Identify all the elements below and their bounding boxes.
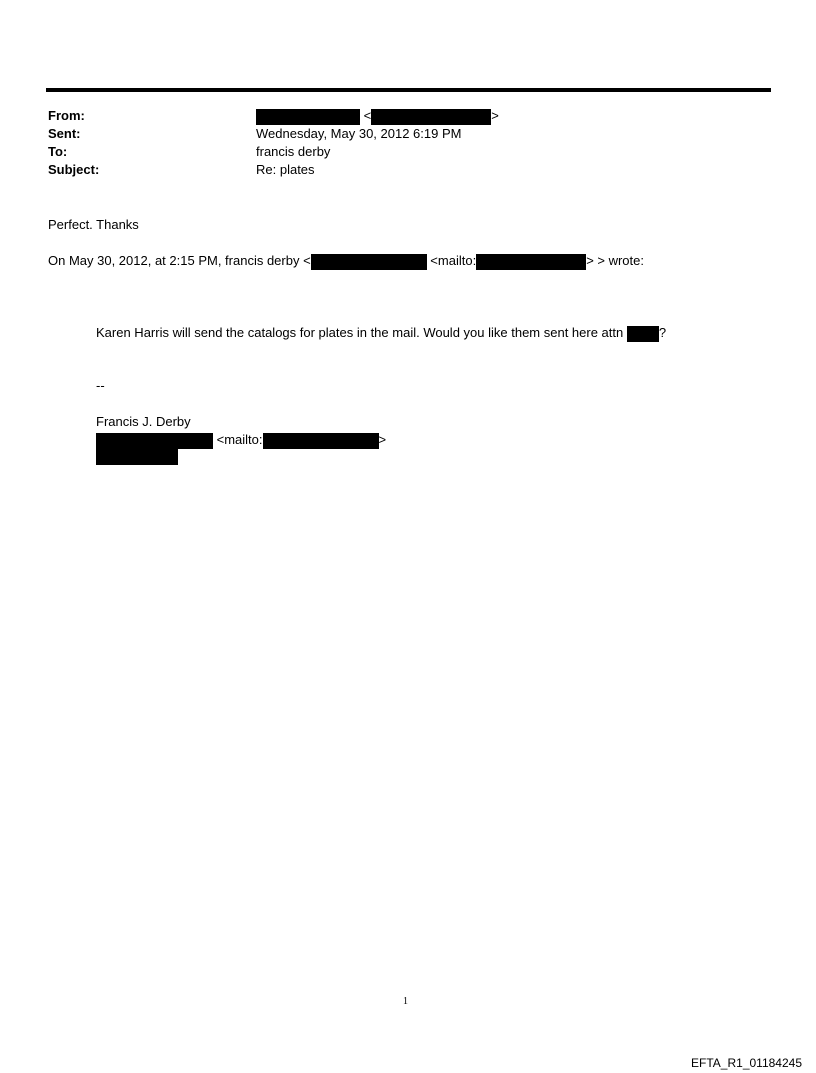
from-label: From: — [48, 108, 85, 123]
subject-label: Subject: — [48, 162, 100, 177]
redacted-sender-email — [371, 109, 491, 125]
redacted-derby-email — [311, 254, 427, 270]
quote-suffix: > > wrote: — [586, 253, 644, 268]
redacted-derby-mailto — [476, 254, 586, 270]
signature-name: Francis J. Derby — [96, 414, 191, 429]
from-angle-open: < — [363, 108, 372, 123]
sent-label: Sent: — [48, 126, 81, 141]
quote-prefix: On May 30, 2012, at 2:15 PM, francis derby < — [48, 253, 311, 268]
to-label: To: — [48, 144, 68, 159]
subject-value: Re: plates — [256, 162, 315, 177]
quote-mailto: <mailto: — [430, 253, 477, 268]
message-text: Karen Harris will send the catalogs for plates in the mail. Would you like them sent here attn — [96, 325, 624, 340]
redacted-signature-line — [96, 448, 178, 465]
redacted-attn-name — [627, 326, 659, 342]
signature-email-line — [96, 431, 386, 449]
quote-attribution — [48, 252, 644, 270]
reply-text: Perfect. Thanks — [48, 217, 139, 232]
redacted-sender-name — [256, 109, 360, 125]
document-id: EFTA_R1_01184245 — [691, 1056, 802, 1070]
signature-mailto: <mailto: — [216, 432, 263, 447]
quoted-message — [96, 324, 666, 342]
message-question: ? — [658, 325, 667, 340]
header-rule — [46, 88, 771, 92]
to-value: francis derby — [256, 144, 331, 159]
sent-value: Wednesday, May 30, 2012 6:19 PM — [256, 126, 462, 141]
redacted-signature-mailto — [263, 433, 379, 449]
signature-dashes: -- — [96, 378, 105, 393]
redacted-signature-email — [96, 433, 213, 449]
from-angle-close: > — [491, 108, 499, 123]
signature-angle-close: > — [378, 432, 387, 447]
page-number: 1 — [403, 996, 408, 1007]
